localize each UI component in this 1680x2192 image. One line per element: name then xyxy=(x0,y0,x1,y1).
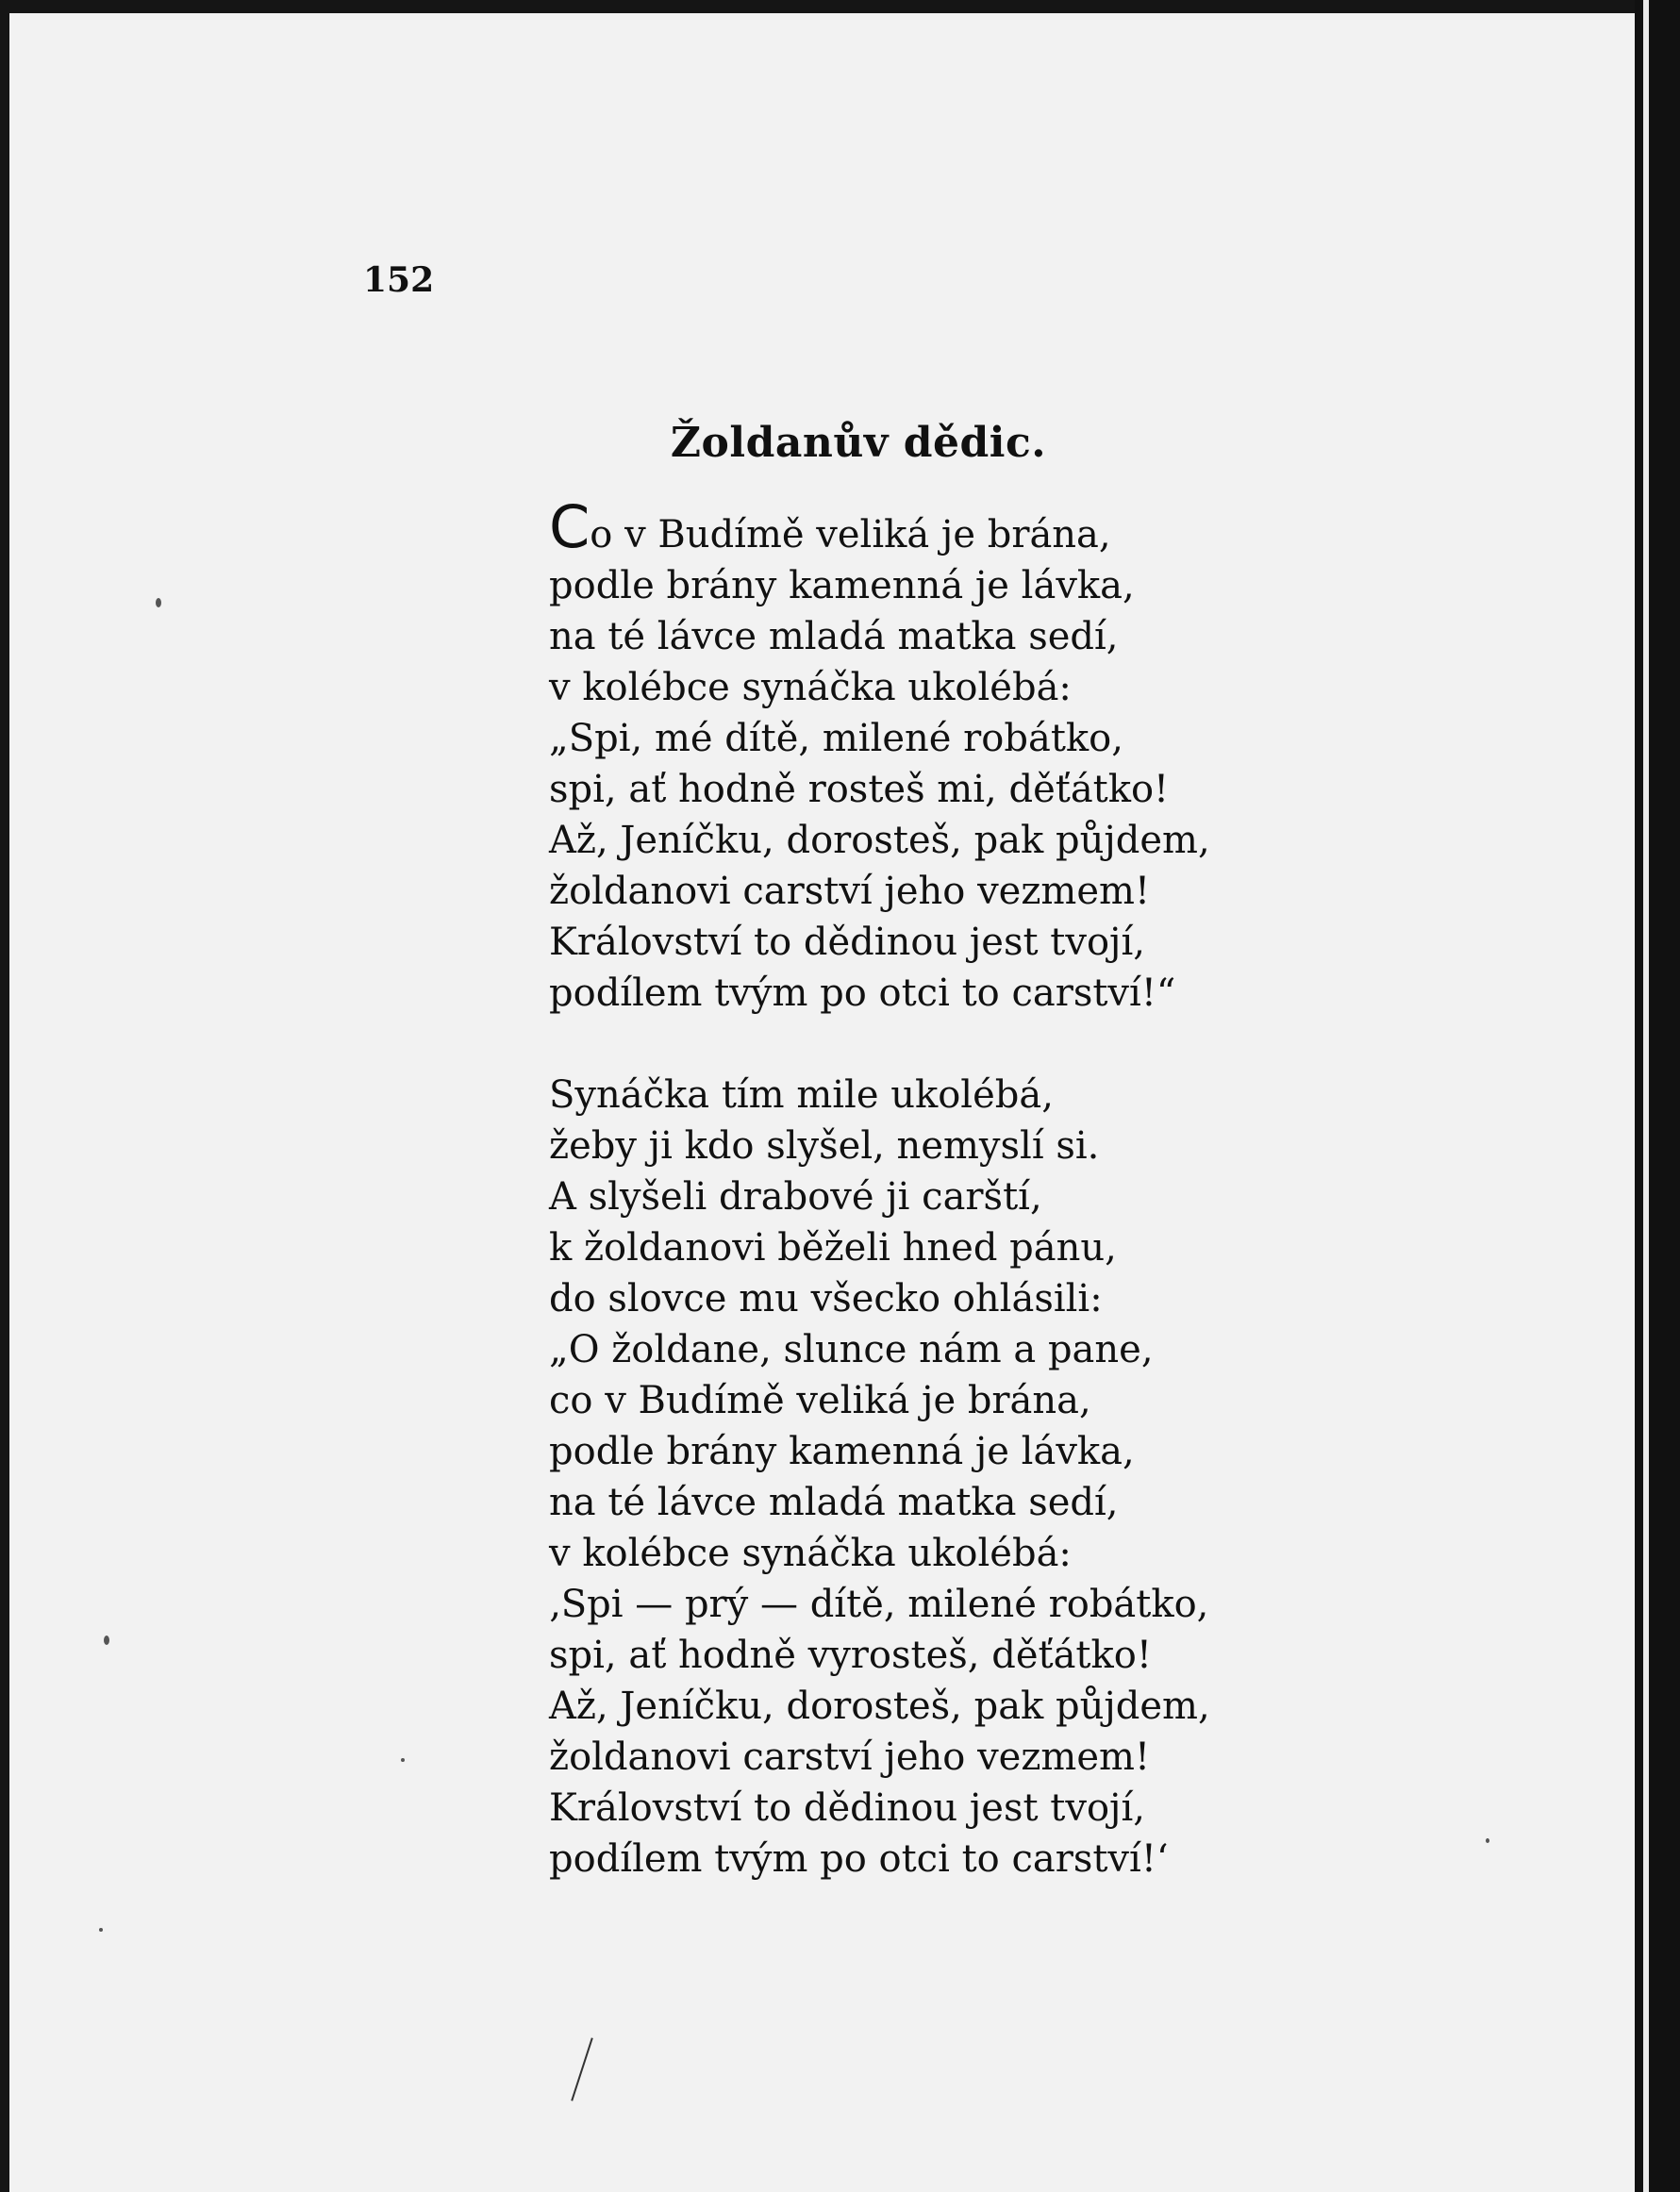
next-page-edge xyxy=(1643,0,1649,2192)
poem-line: podílem tvým po otci to carství!‘ xyxy=(549,1837,1169,1881)
drop-cap: C xyxy=(549,492,590,561)
poem-line: podle brány kamenná je lávka, xyxy=(549,1430,1135,1473)
poem-title: Žoldanův dědic. xyxy=(670,419,1047,467)
paper-speck xyxy=(401,1758,405,1762)
poem-body xyxy=(549,492,1210,1935)
paper-speck xyxy=(1486,1838,1489,1843)
stanza-1 xyxy=(549,492,1210,1019)
poem-line: spi, ať hodně vyrosteš, děťátko! xyxy=(549,1634,1152,1677)
poem-line: ‚Spi — prý — dítě, milené robátko, xyxy=(549,1583,1209,1626)
poem-line: k žoldanovi běželi hned pánu, xyxy=(549,1226,1117,1270)
poem-line: Až, Jeníčku, dorosteš, pak půjdem, xyxy=(549,819,1210,862)
poem-line: A slyšeli drabové ji carští, xyxy=(549,1175,1042,1219)
page-number: 152 xyxy=(363,260,435,300)
poem-line xyxy=(549,492,1210,561)
poem-line: v kolébce synáčka ukolébá: xyxy=(549,666,1072,709)
poem-line-text: o v Budímě veliká je brána, xyxy=(590,513,1111,556)
poem-line: žoldanovi carství jeho vezmem! xyxy=(549,1735,1151,1779)
poem-line: Království to dědinou jest tvojí, xyxy=(549,921,1145,964)
book-edge xyxy=(1635,0,1680,2192)
poem-line: Až, Jeníčku, dorosteš, pak půjdem, xyxy=(549,1685,1210,1728)
paper-scratch xyxy=(571,2037,593,2101)
paper-speck xyxy=(156,598,161,607)
poem-line: spi, ať hodně rosteš mi, děťátko! xyxy=(549,768,1170,811)
paper-speck xyxy=(104,1636,109,1645)
poem-line: Království to dědinou jest tvojí, xyxy=(549,1786,1145,1830)
paper-speck xyxy=(99,1928,103,1932)
poem-line: žoldanovi carství jeho vezmem! xyxy=(549,870,1151,913)
poem-line: co v Budímě veliká je brána, xyxy=(549,1379,1091,1422)
poem-line: „O žoldane, slunce nám a pane, xyxy=(549,1328,1154,1371)
poem-line: „Spi, mé dítě, milené robátko, xyxy=(549,717,1123,760)
poem-line: na té lávce mladá matka sedí, xyxy=(549,615,1119,658)
poem-line: podílem tvým po otci to carství!“ xyxy=(549,971,1176,1015)
poem-line: žeby ji kdo slyšel, nemyslí si. xyxy=(549,1124,1100,1168)
poem-line: do slovce mu všecko ohlásili: xyxy=(549,1277,1103,1320)
poem-line: Synáčka tím mile ukolébá, xyxy=(549,1073,1054,1117)
poem-line: na té lávce mladá matka sedí, xyxy=(549,1481,1119,1524)
stanza-2 xyxy=(549,1070,1210,1885)
poem-line: v kolébce synáčka ukolébá: xyxy=(549,1532,1072,1575)
poem-line: podle brány kamenná je lávka, xyxy=(549,564,1135,607)
